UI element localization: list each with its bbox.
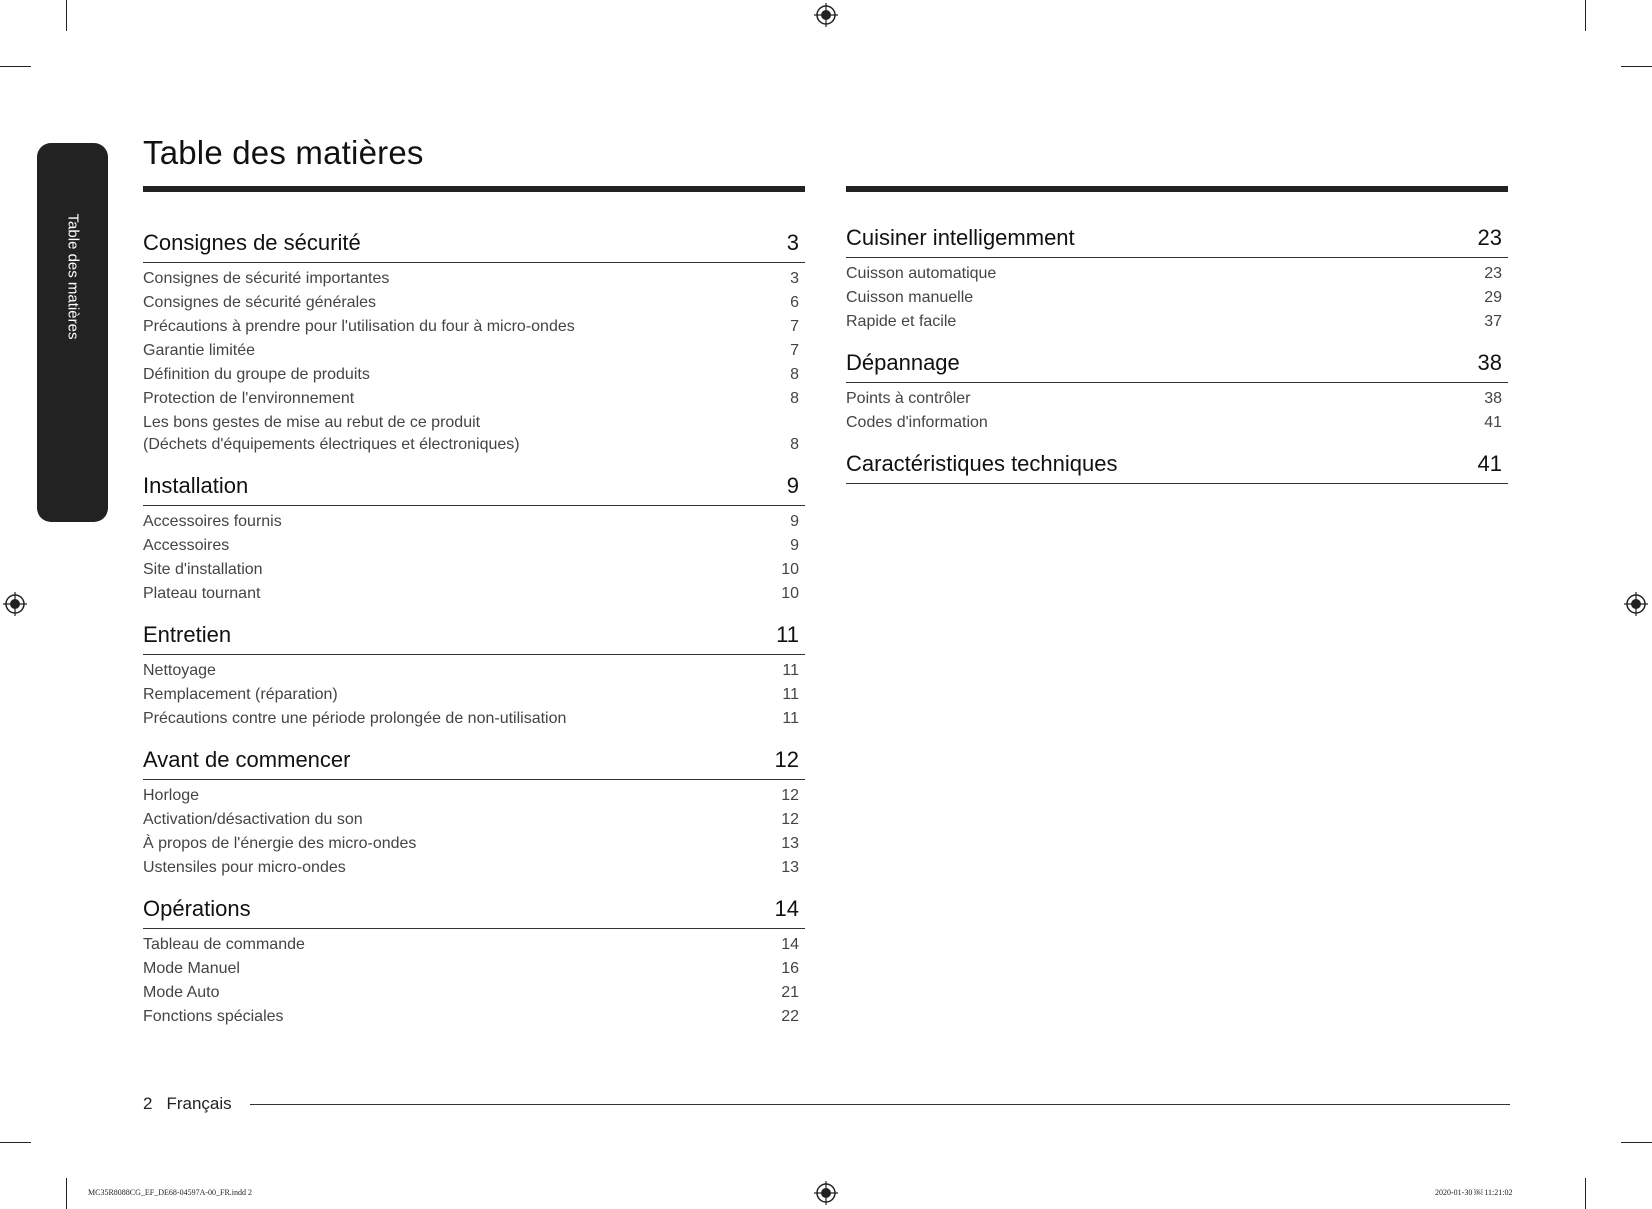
toc-entry-page: 41 <box>1484 414 1502 431</box>
toc-entry[interactable] <box>143 981 805 1005</box>
toc-entry[interactable] <box>143 1005 805 1029</box>
slug-file: MC35R8088CG_EF_DE68-04597A-00_FR.indd 2 <box>88 1188 253 1197</box>
toc-entry-label: Site d'installation <box>143 561 263 578</box>
toc-entry[interactable] <box>143 683 805 707</box>
toc-entry-page: 7 <box>790 342 799 359</box>
toc-entry-label: Ustensiles pour micro-ondes <box>143 859 346 876</box>
toc-entry-page: 10 <box>781 585 799 602</box>
toc-entry-label: Points à contrôler <box>846 390 971 407</box>
toc-entry[interactable] <box>143 707 805 731</box>
toc-section-heading[interactable] <box>143 743 805 780</box>
toc-entry-page: 29 <box>1484 289 1502 306</box>
toc-section-page: 23 <box>1477 225 1502 250</box>
toc-entry-page: 13 <box>781 859 799 876</box>
toc-entry-label: Consignes de sécurité générales <box>143 294 377 311</box>
toc-section-page: 3 <box>786 230 799 255</box>
toc-section <box>846 447 1508 484</box>
toc-section <box>846 346 1508 435</box>
toc-entry-label: Plateau tournant <box>143 585 261 602</box>
toc-section-title: Opérations <box>143 896 251 921</box>
registration-mark-icon <box>814 1181 838 1205</box>
toc-left-column <box>143 226 805 1041</box>
toc-entry-page: 12 <box>781 787 799 804</box>
toc-entry-label: Les bons gestes de mise au rebut de ce produit (Déchets d'équipements électriques et électroniques) <box>143 414 520 453</box>
toc-entry-label: Mode Manuel <box>143 960 240 977</box>
toc-section-page: 12 <box>774 747 799 772</box>
toc-entry[interactable] <box>143 315 805 339</box>
toc-entry[interactable] <box>143 411 805 457</box>
toc-entry[interactable] <box>143 808 805 832</box>
registration-mark-icon <box>814 3 838 27</box>
toc-entry[interactable] <box>846 286 1508 310</box>
toc-entry[interactable] <box>143 339 805 363</box>
toc-entry-page: 22 <box>781 1008 799 1025</box>
toc-entry-page: 8 <box>790 436 799 453</box>
toc-entry-label: Accessoires <box>143 537 230 554</box>
toc-entry-label: À propos de l'énergie des micro-ondes <box>143 835 417 852</box>
toc-entry[interactable] <box>143 510 805 534</box>
toc-entry-label: Horloge <box>143 787 200 804</box>
toc-section <box>143 226 805 457</box>
toc-entry-page: 6 <box>790 294 799 311</box>
toc-entry-page: 9 <box>790 537 799 554</box>
toc-entry[interactable] <box>143 558 805 582</box>
toc-section <box>143 469 805 606</box>
toc-entry-label: Garantie limitée <box>143 342 256 359</box>
toc-entry-label: Codes d'information <box>846 414 988 431</box>
toc-entry-label: Protection de l'environnement <box>143 390 355 407</box>
page-title: Table des matières <box>143 134 424 171</box>
toc-entry-label: Accessoires fournis <box>143 513 282 530</box>
toc-entry-label: Précautions à prendre pour l'utilisation du four à micro-ondes <box>143 318 575 335</box>
registration-mark-icon <box>1624 592 1648 616</box>
toc-section-title: Cuisiner intelligemment <box>846 225 1075 250</box>
toc-section-title: Installation <box>143 473 249 498</box>
crop-mark <box>0 1142 31 1143</box>
toc-entry-page: 10 <box>781 561 799 578</box>
toc-entry-page: 21 <box>781 984 799 1001</box>
toc-section-heading[interactable] <box>846 447 1508 484</box>
toc-section-heading[interactable] <box>846 221 1508 258</box>
crop-mark <box>66 0 67 31</box>
crop-mark <box>1621 1142 1652 1143</box>
toc-section-title: Caractéristiques techniques <box>846 451 1118 476</box>
toc-entry[interactable] <box>143 534 805 558</box>
toc-section-title: Consignes de sécurité <box>143 230 361 255</box>
toc-entry-label: Tableau de commande <box>143 936 305 953</box>
toc-section <box>143 743 805 880</box>
toc-entry-page: 38 <box>1484 390 1502 407</box>
toc-section <box>143 892 805 1029</box>
footer-rule <box>250 1104 1510 1105</box>
toc-entry-page: 8 <box>790 366 799 383</box>
toc-section <box>143 618 805 731</box>
toc-entry[interactable] <box>143 856 805 880</box>
toc-entry-page: 13 <box>781 835 799 852</box>
toc-entry[interactable] <box>143 784 805 808</box>
toc-entry[interactable] <box>143 659 805 683</box>
crop-mark <box>0 66 31 67</box>
toc-entry[interactable] <box>846 262 1508 286</box>
toc-entry-page: 3 <box>790 270 799 287</box>
toc-entry-page: 8 <box>790 390 799 407</box>
toc-entry-page: 23 <box>1484 265 1502 282</box>
toc-entry-page: 9 <box>790 513 799 530</box>
toc-section-title: Avant de commencer <box>143 747 351 772</box>
toc-entry-page: 37 <box>1484 313 1502 330</box>
slug-date: 2020-01-30 ￼ 11:21:02 <box>1435 1188 1513 1197</box>
toc-entry-label: Activation/désactivation du son <box>143 811 363 828</box>
toc-entry-page: 11 <box>782 662 799 679</box>
toc-entry-label: Mode Auto <box>143 984 220 1001</box>
crop-mark <box>1585 0 1586 31</box>
toc-section-page: 14 <box>774 896 799 921</box>
side-tab <box>37 143 108 522</box>
toc-section <box>846 221 1508 334</box>
toc-section-heading[interactable] <box>143 618 805 655</box>
toc-section-title: Entretien <box>143 622 232 647</box>
side-tab-label: Table des matières <box>64 213 81 340</box>
crop-mark <box>1621 66 1652 67</box>
toc-entry-label: Nettoyage <box>143 662 216 679</box>
page-footer <box>143 1094 1510 1114</box>
toc-entry[interactable] <box>143 957 805 981</box>
toc-entry[interactable] <box>143 582 805 606</box>
toc-section-heading[interactable] <box>143 469 805 506</box>
crop-mark <box>66 1178 67 1209</box>
toc-entry-label: Définition du groupe de produits <box>143 366 370 383</box>
registration-mark-icon <box>3 592 27 616</box>
toc-entry-page: 12 <box>781 811 799 828</box>
top-rule-left <box>143 186 805 192</box>
toc-section-page: 11 <box>776 622 799 647</box>
toc-entry-label: Cuisson manuelle <box>846 289 974 306</box>
crop-mark <box>1585 1178 1586 1209</box>
toc-entry[interactable] <box>143 363 805 387</box>
toc-entry-label: Cuisson automatique <box>846 265 997 282</box>
toc-entry-label: Précautions contre une période prolongée de non-utilisation <box>143 710 567 727</box>
toc-section-heading[interactable] <box>143 226 805 263</box>
toc-entry[interactable] <box>143 387 805 411</box>
toc-entry-page: 11 <box>782 710 799 727</box>
toc-entry-label: Consignes de sécurité importantes <box>143 270 390 287</box>
toc-section-page: 41 <box>1477 451 1502 476</box>
toc-section-page: 38 <box>1477 350 1502 375</box>
toc-entry-page: 16 <box>781 960 799 977</box>
toc-entry[interactable] <box>143 291 805 315</box>
toc-entry[interactable] <box>143 832 805 856</box>
toc-entry-label: Fonctions spéciales <box>143 1008 284 1025</box>
toc-entry[interactable] <box>143 267 805 291</box>
toc-section-title: Dépannage <box>846 350 960 375</box>
toc-entry-page: 14 <box>781 936 799 953</box>
page-number: 2 <box>143 1094 153 1113</box>
toc-entry-page: 7 <box>790 318 799 335</box>
toc-section-heading[interactable] <box>143 892 805 929</box>
toc-section-page: 9 <box>786 473 799 498</box>
toc-entry[interactable] <box>846 387 1508 411</box>
toc-entry-label: Remplacement (réparation) <box>143 686 338 703</box>
toc-entry-label: Rapide et facile <box>846 313 957 330</box>
footer-language: Français <box>166 1094 232 1113</box>
toc-right-column <box>846 221 1508 496</box>
toc-entry[interactable] <box>846 411 1508 435</box>
toc-entry[interactable] <box>846 310 1508 334</box>
toc-section-heading[interactable] <box>846 346 1508 383</box>
top-rule-right <box>846 186 1508 192</box>
toc-entry[interactable] <box>143 933 805 957</box>
toc-entry-page: 11 <box>782 686 799 703</box>
